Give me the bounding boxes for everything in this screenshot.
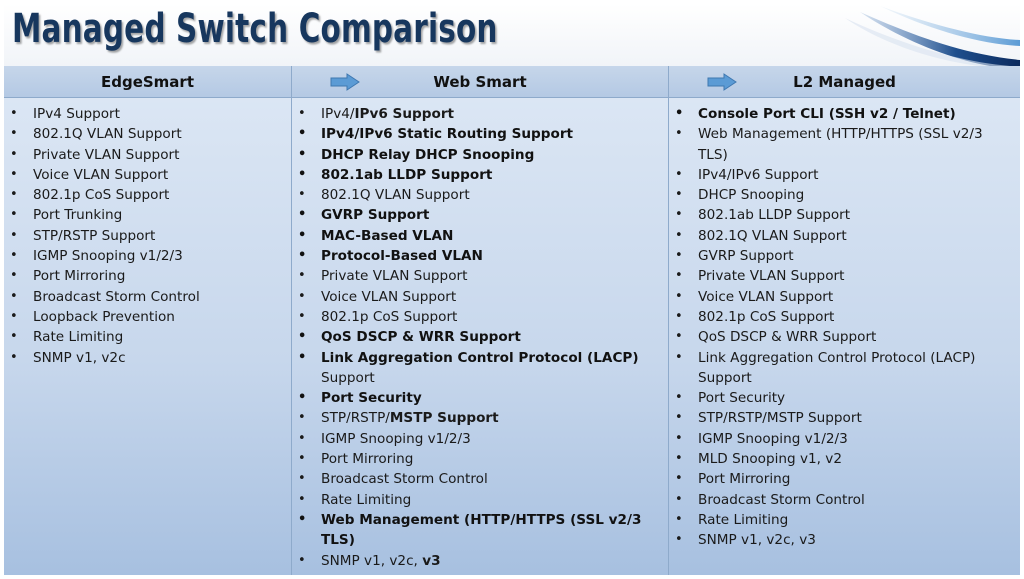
list-item: • 802.1p CoS Support [294,307,660,327]
comparison-table [4,66,1020,575]
list-item: • STP/RSTP/MSTP Support [671,408,1012,428]
item-text-bold: MSTP Support [389,410,499,427]
list-item: • Web Management (HTTP/HTTPS (SSL v2/3 TLS) [294,510,660,551]
list-item [294,104,660,124]
header-label: EdgeSmart [100,72,195,91]
feature-list [294,104,660,571]
list-item: • Link Aggregation Control Protocol (LACP) [671,348,1012,368]
list-item-continued: Support [321,369,375,386]
list-item: • MLD Snooping v1, v2 [671,449,1012,469]
list-item: • SNMP v1, v2c [6,348,283,368]
header-l2managed [669,66,1020,98]
list-item: • Port Mirroring [671,469,1012,489]
right-arrow-icon [330,73,360,91]
list-item: • Port Mirroring [294,449,660,469]
header-websmart [292,66,669,98]
list-item: • Console Port CLI (SSH v2 / Telnet) [671,104,1012,124]
list-item: • QoS DSCP & WRR Support [671,327,1012,347]
list-item-continued: Support [698,369,752,386]
list-item: • Port Security [671,388,1012,408]
page-title: Managed Switch Comparison [12,6,498,52]
right-arrow-icon [707,73,737,91]
header-edgesmart [4,66,292,98]
list-item: • Voice VLAN Support [6,165,283,185]
list-item: • QoS DSCP & WRR Support [294,327,660,347]
list-item: • 802.1p CoS Support [6,185,283,205]
list-item: • Rate Limiting [671,510,1012,530]
list-item: • Rate Limiting [6,327,283,347]
list-item: • Broadcast Storm Control [6,287,283,307]
list-item: • IPv4 Support [6,104,283,124]
list-item: • Port Trunking [6,205,283,225]
feature-list [671,104,1012,551]
list-item [294,551,660,571]
blue-swoosh-icon [840,4,1020,66]
list-item: • 802.1Q VLAN Support [671,226,1012,246]
list-item: • 802.1ab LLDP Support [671,205,1012,225]
feature-list [6,104,283,368]
item-text: IPv4/ [321,106,355,122]
list-item: • Port Mirroring [6,266,283,286]
column-l2managed [669,98,1020,575]
header-label: Web Smart [433,72,527,91]
list-item: • MAC-Based VLAN [294,226,660,246]
list-item: • 802.1Q VLAN Support [6,124,283,144]
list-item: • Voice VLAN Support [671,287,1012,307]
list-item: • Private VLAN Support [6,145,283,165]
list-item: • SNMP v1, v2c, v3 [671,530,1012,550]
list-item-continued: TLS) [698,146,728,163]
item-text: SNMP v1, v2c, [321,552,423,569]
list-item: • IGMP Snooping v1/2/3 [6,246,283,266]
list-item: • Port Security [294,388,660,408]
list-item: • GVRP Support [671,246,1012,266]
list-item: • Link Aggregation Control Protocol (LACP) [294,348,660,368]
item-text: STP/RSTP/ [321,410,390,427]
item-text-bold: IPv6 Support [354,106,455,122]
list-item: • IGMP Snooping v1/2/3 [294,429,660,449]
list-item: • 802.1Q VLAN Support [294,185,660,205]
header-label: L2 Managed [793,72,896,91]
list-item: • Web Management (HTTP/HTTPS (SSL v2/3 [671,124,1012,144]
list-item: • DHCP Relay DHCP Snooping [294,145,660,165]
list-item: • Loopback Prevention [6,307,283,327]
list-item: • IPv4/IPv6 Static Routing Support [294,124,660,144]
item-text-bold: v3 [422,552,441,569]
column-edgesmart [4,98,292,575]
list-item: • Voice VLAN Support [294,287,660,307]
list-item: • Private VLAN Support [294,266,660,286]
list-item: • GVRP Support [294,205,660,225]
list-item: • Broadcast Storm Control [294,469,660,489]
list-item: • IGMP Snooping v1/2/3 [671,429,1012,449]
list-item: • DHCP Snooping [671,185,1012,205]
list-item: • 802.1ab LLDP Support [294,165,660,185]
list-item [294,408,660,428]
column-websmart [292,98,669,575]
slide [4,4,1020,575]
list-item: • IPv4/IPv6 Support [671,165,1012,185]
list-item: • STP/RSTP Support [6,226,283,246]
title-bar [4,4,1020,66]
list-item: • Broadcast Storm Control [671,490,1012,510]
list-item: • 802.1p CoS Support [671,307,1012,327]
list-item: • Private VLAN Support [671,266,1012,286]
list-item: • Protocol-Based VLAN [294,246,660,266]
list-item: • Rate Limiting [294,490,660,510]
